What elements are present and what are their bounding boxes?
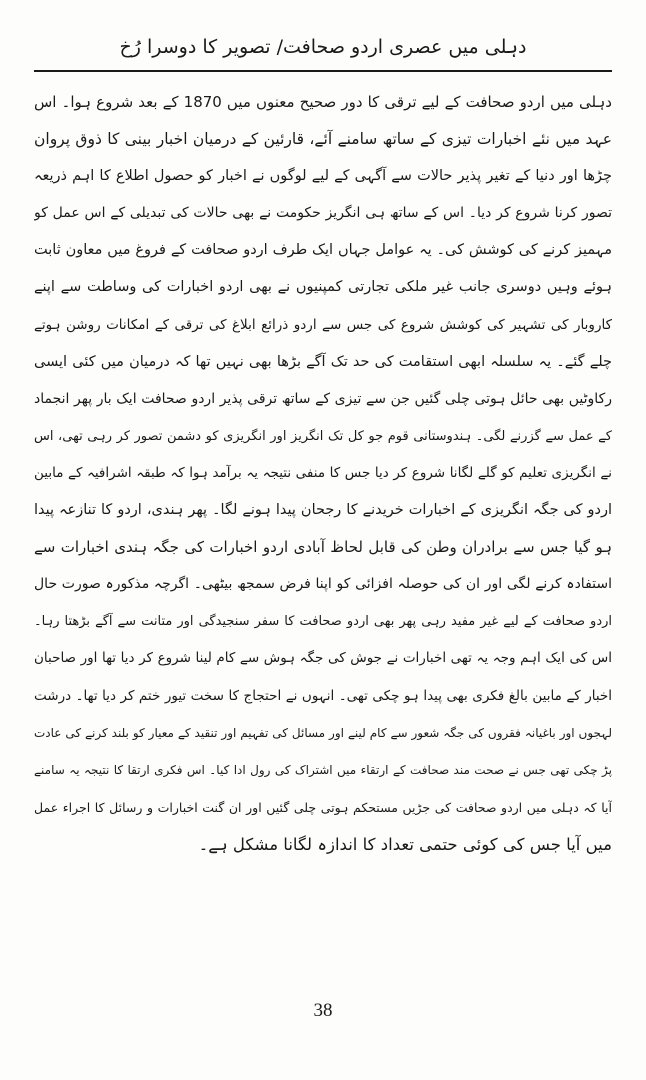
body-paragraph [34, 84, 612, 863]
text-line: آیا کہ دہلی میں اردو صحافت کی جڑیں مستحکم ہوتی چلی گئیں اور ان گنت اخبارات و رسائل کا اجراء عمل [34, 799, 612, 815]
text-line: اردو کی جگہ انگریزی کے اخبارات خریدنے کا رجحان پیدا ہونے لگا۔ پھر ہندی، اردو کا تنازعہ پیدا [34, 502, 612, 519]
text-line: کاروبار کی تشہیر کی کوشش شروع کی جس سے اردو ذرائع ابلاغ کی ترقی کے امکانات روشن ہوتے [34, 316, 612, 333]
text-line: ہوئے وہیں دوسری جانب غیر ملکی تجارتی کمپنیوں نے بھی اردو اخبارات کی وساطت سے اپنے [34, 279, 612, 296]
text-line: نے انگریزی تعلیم کو گلے لگانا شروع کر دیا جس کا منفی نتیجہ یہ برآمد ہوا کہ طبقہ اشرافیہ کے مابین [34, 464, 612, 481]
page-number: 38 [313, 1000, 333, 1021]
text-line: پڑ چکی تھی جس نے صحت مند صحافت کے ارتقاء میں اشتراک کی رول ادا کیا۔ اس فکری ارتقا کا نتیجہ یہ سامنے [34, 762, 612, 777]
text-line: دہلی میں اردو صحافت کے لیے ترقی کا دور صحیح معنوں میں 1870 کے بعد شروع ہوا۔ اس [34, 93, 612, 111]
text-line: اس کی ایک اہم وجہ یہ تھی اخبارات نے جوش کی جگہ ہوش سے کام لینا شروع کر دیا تھا اور صاحبان [34, 650, 612, 667]
text-line: چلے گئے۔ یہ سلسلہ ابھی استقامت کی حد تک آگے بڑھا بھی نہیں تھا کہ درمیان میں کئی ایسی [34, 353, 612, 370]
text-line: رکاوٹیں بھی حائل ہوتی چلی گئیں جن سے تیزی کے ساتھ ترقی پذیر اردو صحافت ایک بار پھر انجماد [34, 390, 612, 407]
text-line: کے عمل سے گزرنے لگی۔ ہندوستانی قوم جو کل تک انگریز اور انگریزی کو دشمن تصور کر رہی تھی، اس [34, 428, 612, 444]
running-header-title: دہلی میں عصری اردو صحافت/ تصویر کا دوسرا رُخ [119, 36, 527, 58]
header-rule [34, 70, 612, 72]
text-line: عہد میں نئے اخبارات تیزی کے ساتھ سامنے آئے، قارئین کے درمیان اخبار بینی کا ذوق پروان [34, 130, 612, 149]
text-line: اردو صحافت کے لیے غیر مفید رہی پھر بھی اردو صحافت کا سفر سنجیدگی اور متانت سے آگے بڑھتا رہا۔ [34, 614, 612, 630]
text-line: استفادہ کرنے لگی اور ان کی حوصلہ افزائی کو اپنا فرض سمجھ بیٹھی۔ اگرچہ مذکورہ صورت حال [34, 576, 612, 593]
text-line: میں آیا جس کی کوئی حتمی تعداد کا اندازہ لگانا مشکل ہے۔ [198, 834, 612, 854]
text-line: اخبار کے مابین بالغ فکری بھی پیدا ہو چکی تھی۔ انہوں نے احتجاج کا سخت تیور ختم کر دیا تھا۔ درشت [34, 687, 612, 704]
text-line: مہمیز کرنے کی کوشش کی۔ یہ عوامل جہاں ایک طرف اردو صحافت کے فروغ میں معاون ثابت [34, 242, 612, 259]
text-line: چڑھا اور دنیا کے تغیر پذیر حالات سے آگہی کے لیے لوگوں نے اخبار کو حصول اطلاع کا اہم ذریعہ [34, 168, 612, 185]
text-line: تصور کرنا شروع کر دیا۔ اس کے ساتھ ہی انگریز حکومت نے بھی حالات کی تبدیلی کے اس عمل کو [34, 205, 612, 222]
text-line: لہجوں اور باغیانہ فقروں کی جگہ شعور سے کام لینے اور مسائل کی تفہیم اور تنقید کے معیار کو بلند کرنے کی عادت [34, 725, 612, 740]
text-line: ہو گیا جس سے برادران وطن کی قابل لحاظ آبادی اردو اخبارات کی جگہ ہندی اخبارات سے [34, 538, 612, 557]
